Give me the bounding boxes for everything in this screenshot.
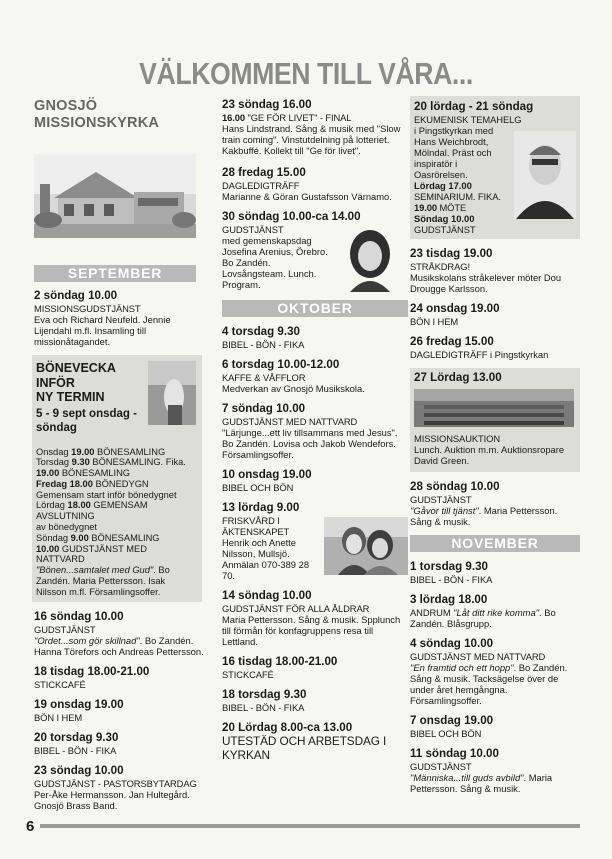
column-3 bbox=[410, 98, 580, 802]
event: 16 tisdag 18.00-21.00 STICKCAFÉ bbox=[222, 655, 338, 680]
event: 19 onsdag 19.00 BÖN I HEM bbox=[34, 697, 124, 723]
event: 27 Lördag 13.00 MISSIONSAUKTION Lunch. Auktion m.m. Auktionsropare David Green. bbox=[414, 371, 576, 466]
column-1 bbox=[34, 98, 208, 819]
month-bar-november: NOVEMBER bbox=[410, 535, 580, 552]
theme-weekend-box bbox=[410, 96, 580, 239]
column-2 bbox=[222, 98, 408, 770]
event: 10 onsdag 19.00 BIBEL OCH BÖN bbox=[222, 468, 312, 493]
event: 18 tisdag 18.00-21.00 STICKCAFÉ bbox=[34, 664, 150, 690]
event: 7 söndag 10.00 GUDSTJÄNST MED NATTVARD "Lärjunge...ett liv tillsammans med Jesus". Bo Zandén. Lovisa och Jakob Wendefors. Församlingsoffer. bbox=[222, 402, 398, 460]
event: 28 söndag 10.00 GUDSTJÄNST "Gåvor till tjänst". Maria Pettersson. Sång & musik. bbox=[410, 480, 558, 527]
event: 23 tisdag 19.00 STRÅKDRAG! Musikskolans stråkelever möter Dou Drougge Karlsson. bbox=[410, 247, 562, 294]
event: 16 söndag 10.00 GUDSTJÄNST "Ordet...som gör skillnad". Bo Zandén. Hanna Törefors och Andreas Pettersson. bbox=[34, 609, 204, 657]
event: 1 torsdag 9.30 BIBEL - BÖN - FIKA bbox=[410, 560, 493, 585]
church-photo bbox=[34, 154, 196, 238]
page-number: 6 bbox=[26, 818, 35, 835]
event: 23 söndag 16.00 16.00 "GE FÖR LIVET" - FINAL Hans Lindstrand. Sång & musik med "Slow train coming". Vinstutdelning på lotteriet. Kakbuffé. Kollekt till "Ge för livet". bbox=[222, 98, 401, 156]
auction-box bbox=[410, 368, 580, 472]
event: 6 torsdag 10.00-12.00 KAFFE & VÅFFLOR Medverkan av Gnosjö Musikskola. bbox=[222, 358, 365, 394]
event: 28 fredag 15.00 DAGLEDIGTRÄFF Marianne & Göran Gustafsson Värnamo. bbox=[222, 166, 392, 202]
event: 18 torsdag 9.30 BIBEL - BÖN - FIKA bbox=[222, 688, 307, 713]
praying-hands-photo bbox=[148, 361, 196, 425]
church-name: GNOSJÖ MISSIONSKYRKA bbox=[34, 98, 160, 131]
event: 3 lördag 18.00 ANDRUM "Låt ditt rike komma". Bo Zandén. Blåsgrupp. bbox=[410, 593, 556, 629]
event: 26 fredag 15.00 DAGLEDIGTRÄFF i Pingstkyrkan bbox=[410, 335, 549, 360]
portrait-photo bbox=[332, 226, 408, 292]
event: 30 söndag 10.00-ca 14.00 GUDSTJÄNST med gemenskapsdag Josefina Arenius, Örebro. Bo Zandén. Lovsångsteam. Lunch. Program. bbox=[222, 210, 408, 290]
event: 24 onsdag 19.00 BÖN I HEM bbox=[410, 302, 500, 327]
event: 11 söndag 10.00 GUDSTJÄNST "Människa...till guds avbild". Maria Pettersson. Sång & musik. bbox=[410, 747, 553, 794]
event: 13 lördag 9.00 FRISKVÅRD I ÄKTENSKAPET Henrik och Anette Nilsson, Mullsjö. Anmälan 070-389 28 70. bbox=[222, 501, 408, 581]
couple-photo bbox=[324, 517, 408, 575]
portrait-photo bbox=[514, 131, 576, 219]
month-bar-september: SEPTEMBER bbox=[34, 265, 196, 282]
event: 2 söndag 10.00 MISSIONSGUDSTJÄNST Eva och Richard Neufeld. Jennie Lijendahl m.fl. Insamling till missionåtagandet. bbox=[34, 289, 171, 347]
footer-rule bbox=[40, 824, 580, 828]
page-title: VÄLKOMMEN TILL VÅRA... bbox=[139, 56, 473, 91]
prayer-week-box: BÖNEVECKA INFÖR NY TERMIN 5 - 9 sept onsdag - söndag Onsdag 19.00 BÖNESAMLING Torsdag 9.30 BÖNESAMLING. Fika. 19.00 BÖNESAMLING Fredag 18.00 BÖNEDYGN Gemensam start inför bönedygnet Lördag 18.00 GEMENSAM AVSLUTNING av bönedygnet Söndag 9.00 BÖNESAMLING 10.00 GUDSTJÄNST MED NATTVARD "Bönen...samtalet med Gud". Bo Zandén. Maria Pettersson. Isak Nilsson m.fl. Församlingsoffer. bbox=[32, 355, 202, 602]
event: 20 lördag - 21 söndag EKUMENISK TEMAHELG i Pingstkyrkan med Hans Weichbrodt, Mölndal. Präst och inspiratör i Oasrörelsen. Lördag 17.00 SEMINARIUM. FIKA. 19.00 MÖTE Söndag 10.00 GUDSTJÄNST bbox=[414, 100, 576, 235]
event: 4 torsdag 9.30 BIBEL - BÖN - FIKA bbox=[222, 325, 305, 350]
event: 23 söndag 10.00 GUDSTJÄNST - PASTORSBYTARDAG Per-Åke Hermansson. Jan Hultegård. Gnosjö Brass Band. bbox=[34, 763, 197, 811]
event: 20 torsdag 9.30 BIBEL - BÖN - FIKA bbox=[34, 730, 119, 756]
auction-crowd-photo bbox=[414, 389, 574, 427]
event: 14 söndag 10.00 GUDSTJÄNST FÖR ALLA ÅLDRAR Maria Pettersson. Sång & musik. Spplunch till förmån för konfagruppens resa till Lettland. bbox=[222, 589, 401, 647]
event: 20 Lördag 8.00-ca 13.00 UTESTÄD OCH ARBETSDAG I KYRKAN bbox=[222, 721, 387, 762]
event: 7 onsdag 19.00 BIBEL OCH BÖN bbox=[410, 714, 494, 739]
month-bar-oktober: OKTOBER bbox=[222, 300, 408, 317]
event: 4 söndag 10.00 GUDSTJÄNST MED NATTVARD "En framtid och ett hopp". Bo Zandén. Sång & musik. Tacksägelse över de under året hemgångna. Församlingsoffer. bbox=[410, 637, 568, 706]
